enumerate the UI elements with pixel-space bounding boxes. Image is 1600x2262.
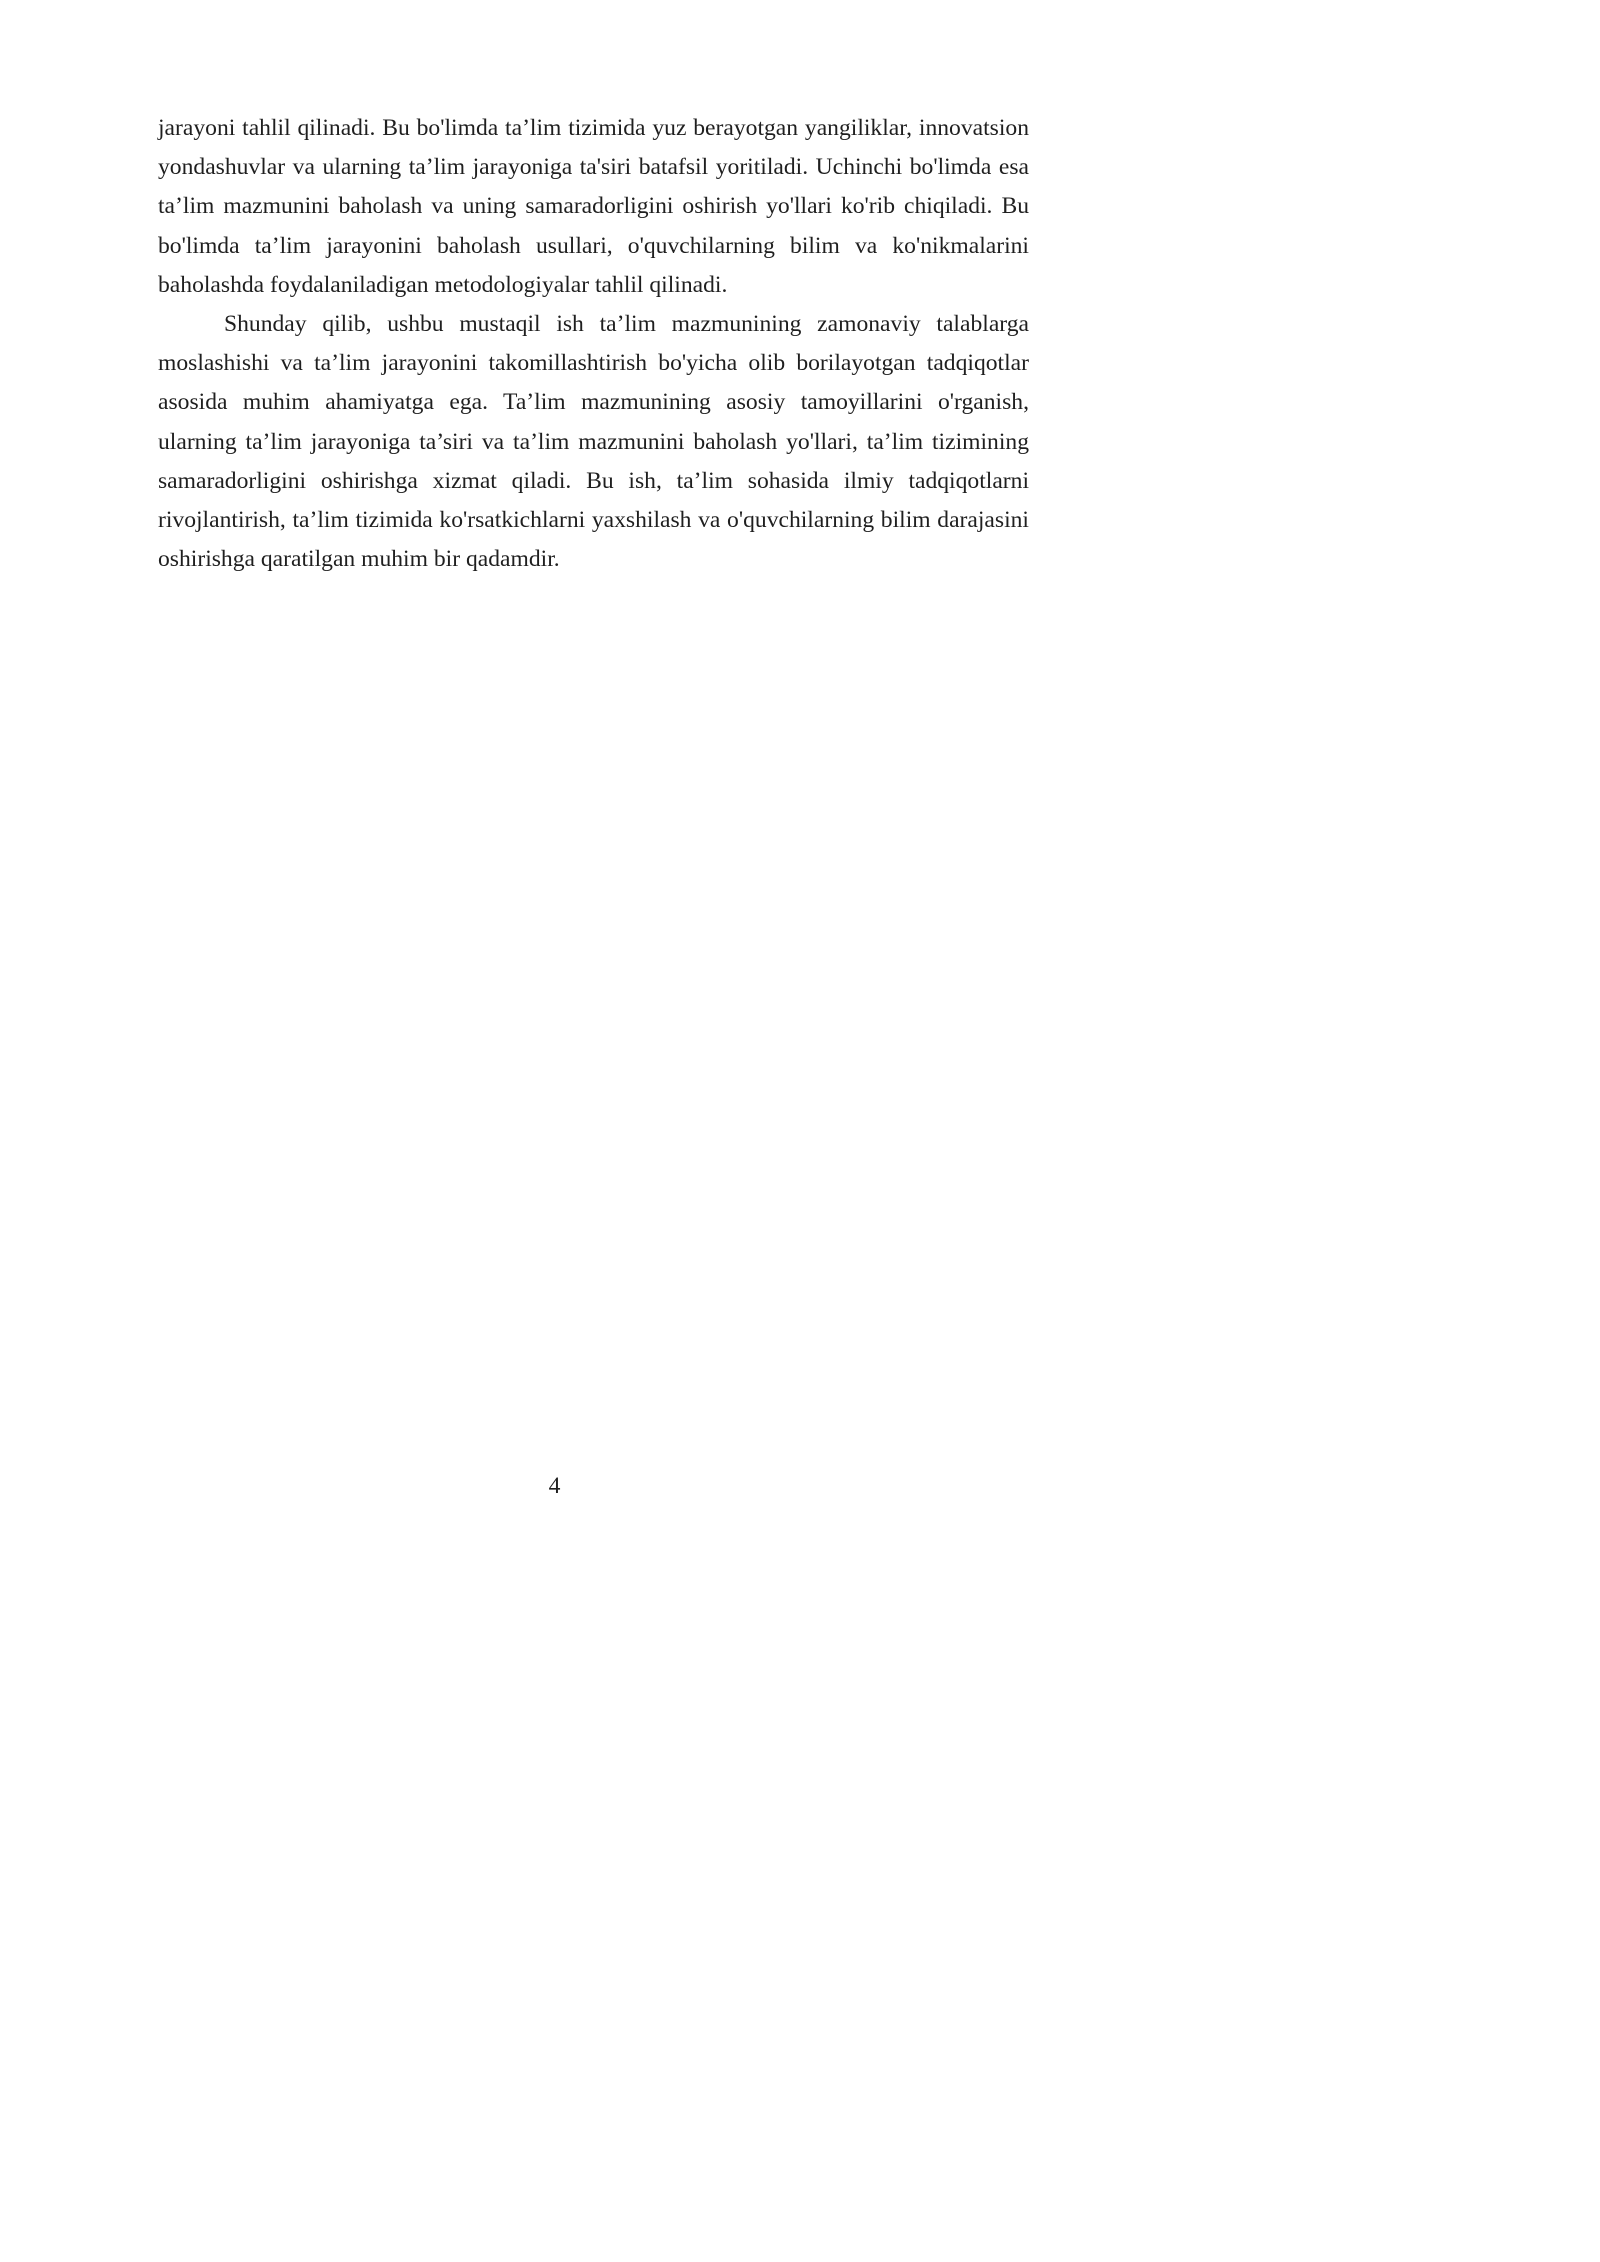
paragraph-continuation: jarayoni tahlil qilinadi. Bu bo'limda ta’lim tizimida yuz berayotgan yangiliklar, innovatsion yondashuvlar va ularning ta’lim jarayoniga ta'siri batafsil yoritiladi. Uchinchi bo'limda esa ta’lim mazmunini baholash va uning samaradorligini oshirish yo'llari ko'rib chiqiladi. Bu bo'limda ta’lim jarayonini baholash usullari, o'quvchilarning bilim va ko'nikmalarini baholashda foydalaniladigan metodologiyalar tahlil qilinadi.	[158, 115, 1029, 298]
page-number: 4	[548, 1473, 561, 1499]
body-text	[158, 109, 1029, 579]
paragraph-conclusion: Shunday qilib, ushbu mustaqil ish ta’lim mazmunining zamonaviy talablarga moslashishi va ta’lim jarayonini takomillashtirish bo'yicha olib borilayotgan tadqiqotlar asosida muhim ahamiyatga ega. Ta’lim mazmunining asosiy tamoyillarini o'rganish, ularning ta’lim jarayoniga ta’siri va ta’lim mazmunini baholash yo'llari, ta’lim tizimining samaradorligini oshirishga xizmat qiladi. Bu ish, ta’lim sohasida ilmiy tadqiqotlarni rivojlantirish, ta’lim tizimida ko'rsatkichlarni yaxshilash va o'quvchilarning bilim darajasini oshirishga qaratilgan muhim bir qadamdir.	[158, 311, 1029, 573]
document-page	[0, 0, 1109, 1568]
